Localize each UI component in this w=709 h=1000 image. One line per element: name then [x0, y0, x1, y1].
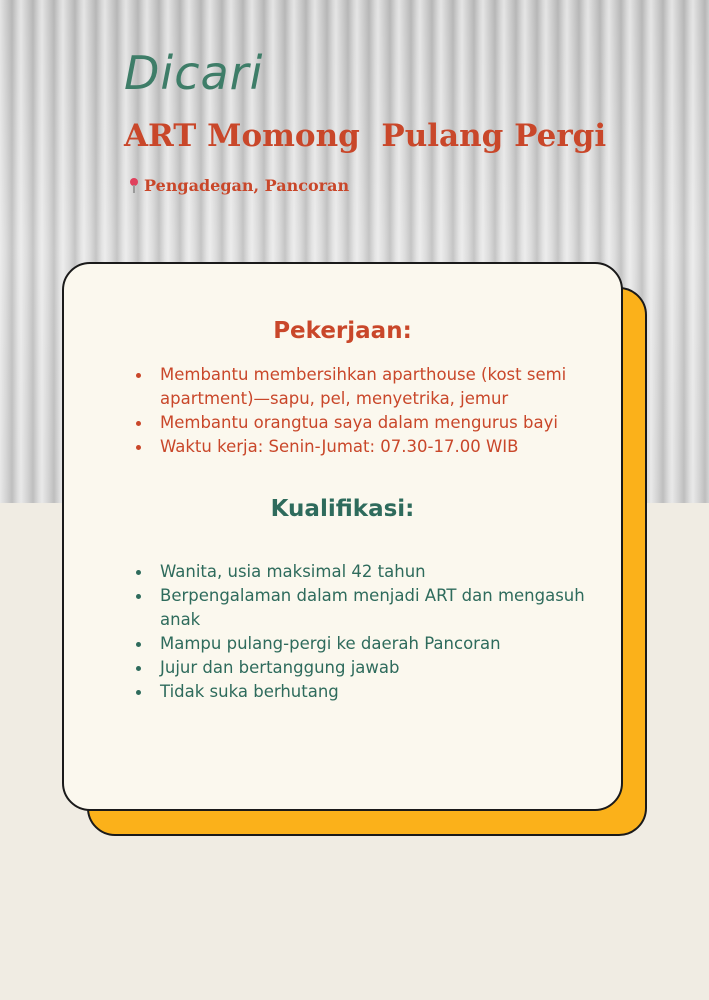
- list-item: Mampu pulang-pergi ke daerah Pancoran: [134, 632, 604, 656]
- location-line: [128, 175, 349, 195]
- kualifikasi-heading: Kualifikasi:: [270, 496, 415, 522]
- pin-icon: [128, 175, 140, 195]
- list-item: Wanita, usia maksimal 42 tahun: [134, 560, 604, 584]
- list-item: Waktu kerja: Senin-Jumat: 07.30-17.00 WIB: [134, 435, 604, 459]
- list-item: Tidak suka berhutang: [134, 680, 604, 704]
- poster-title: Dicari: [124, 46, 264, 100]
- pekerjaan-list: [134, 363, 604, 459]
- job-title: ART Momong Pulang Pergi: [124, 118, 607, 154]
- info-card: [62, 262, 623, 811]
- kualifikasi-list: [134, 560, 604, 704]
- list-item: Berpengalaman dalam menjadi ART dan mengasuh anak: [134, 584, 604, 632]
- list-item: Membantu membersihkan aparthouse (kost semi apartment)—sapu, pel, menyetrika, jemur: [134, 363, 604, 411]
- pekerjaan-heading: Pekerjaan:: [273, 318, 412, 344]
- list-item: Jujur dan bertanggung jawab: [134, 656, 604, 680]
- location-text: Pengadegan, Pancoran: [144, 175, 350, 195]
- list-item: Membantu orangtua saya dalam mengurus bayi: [134, 411, 604, 435]
